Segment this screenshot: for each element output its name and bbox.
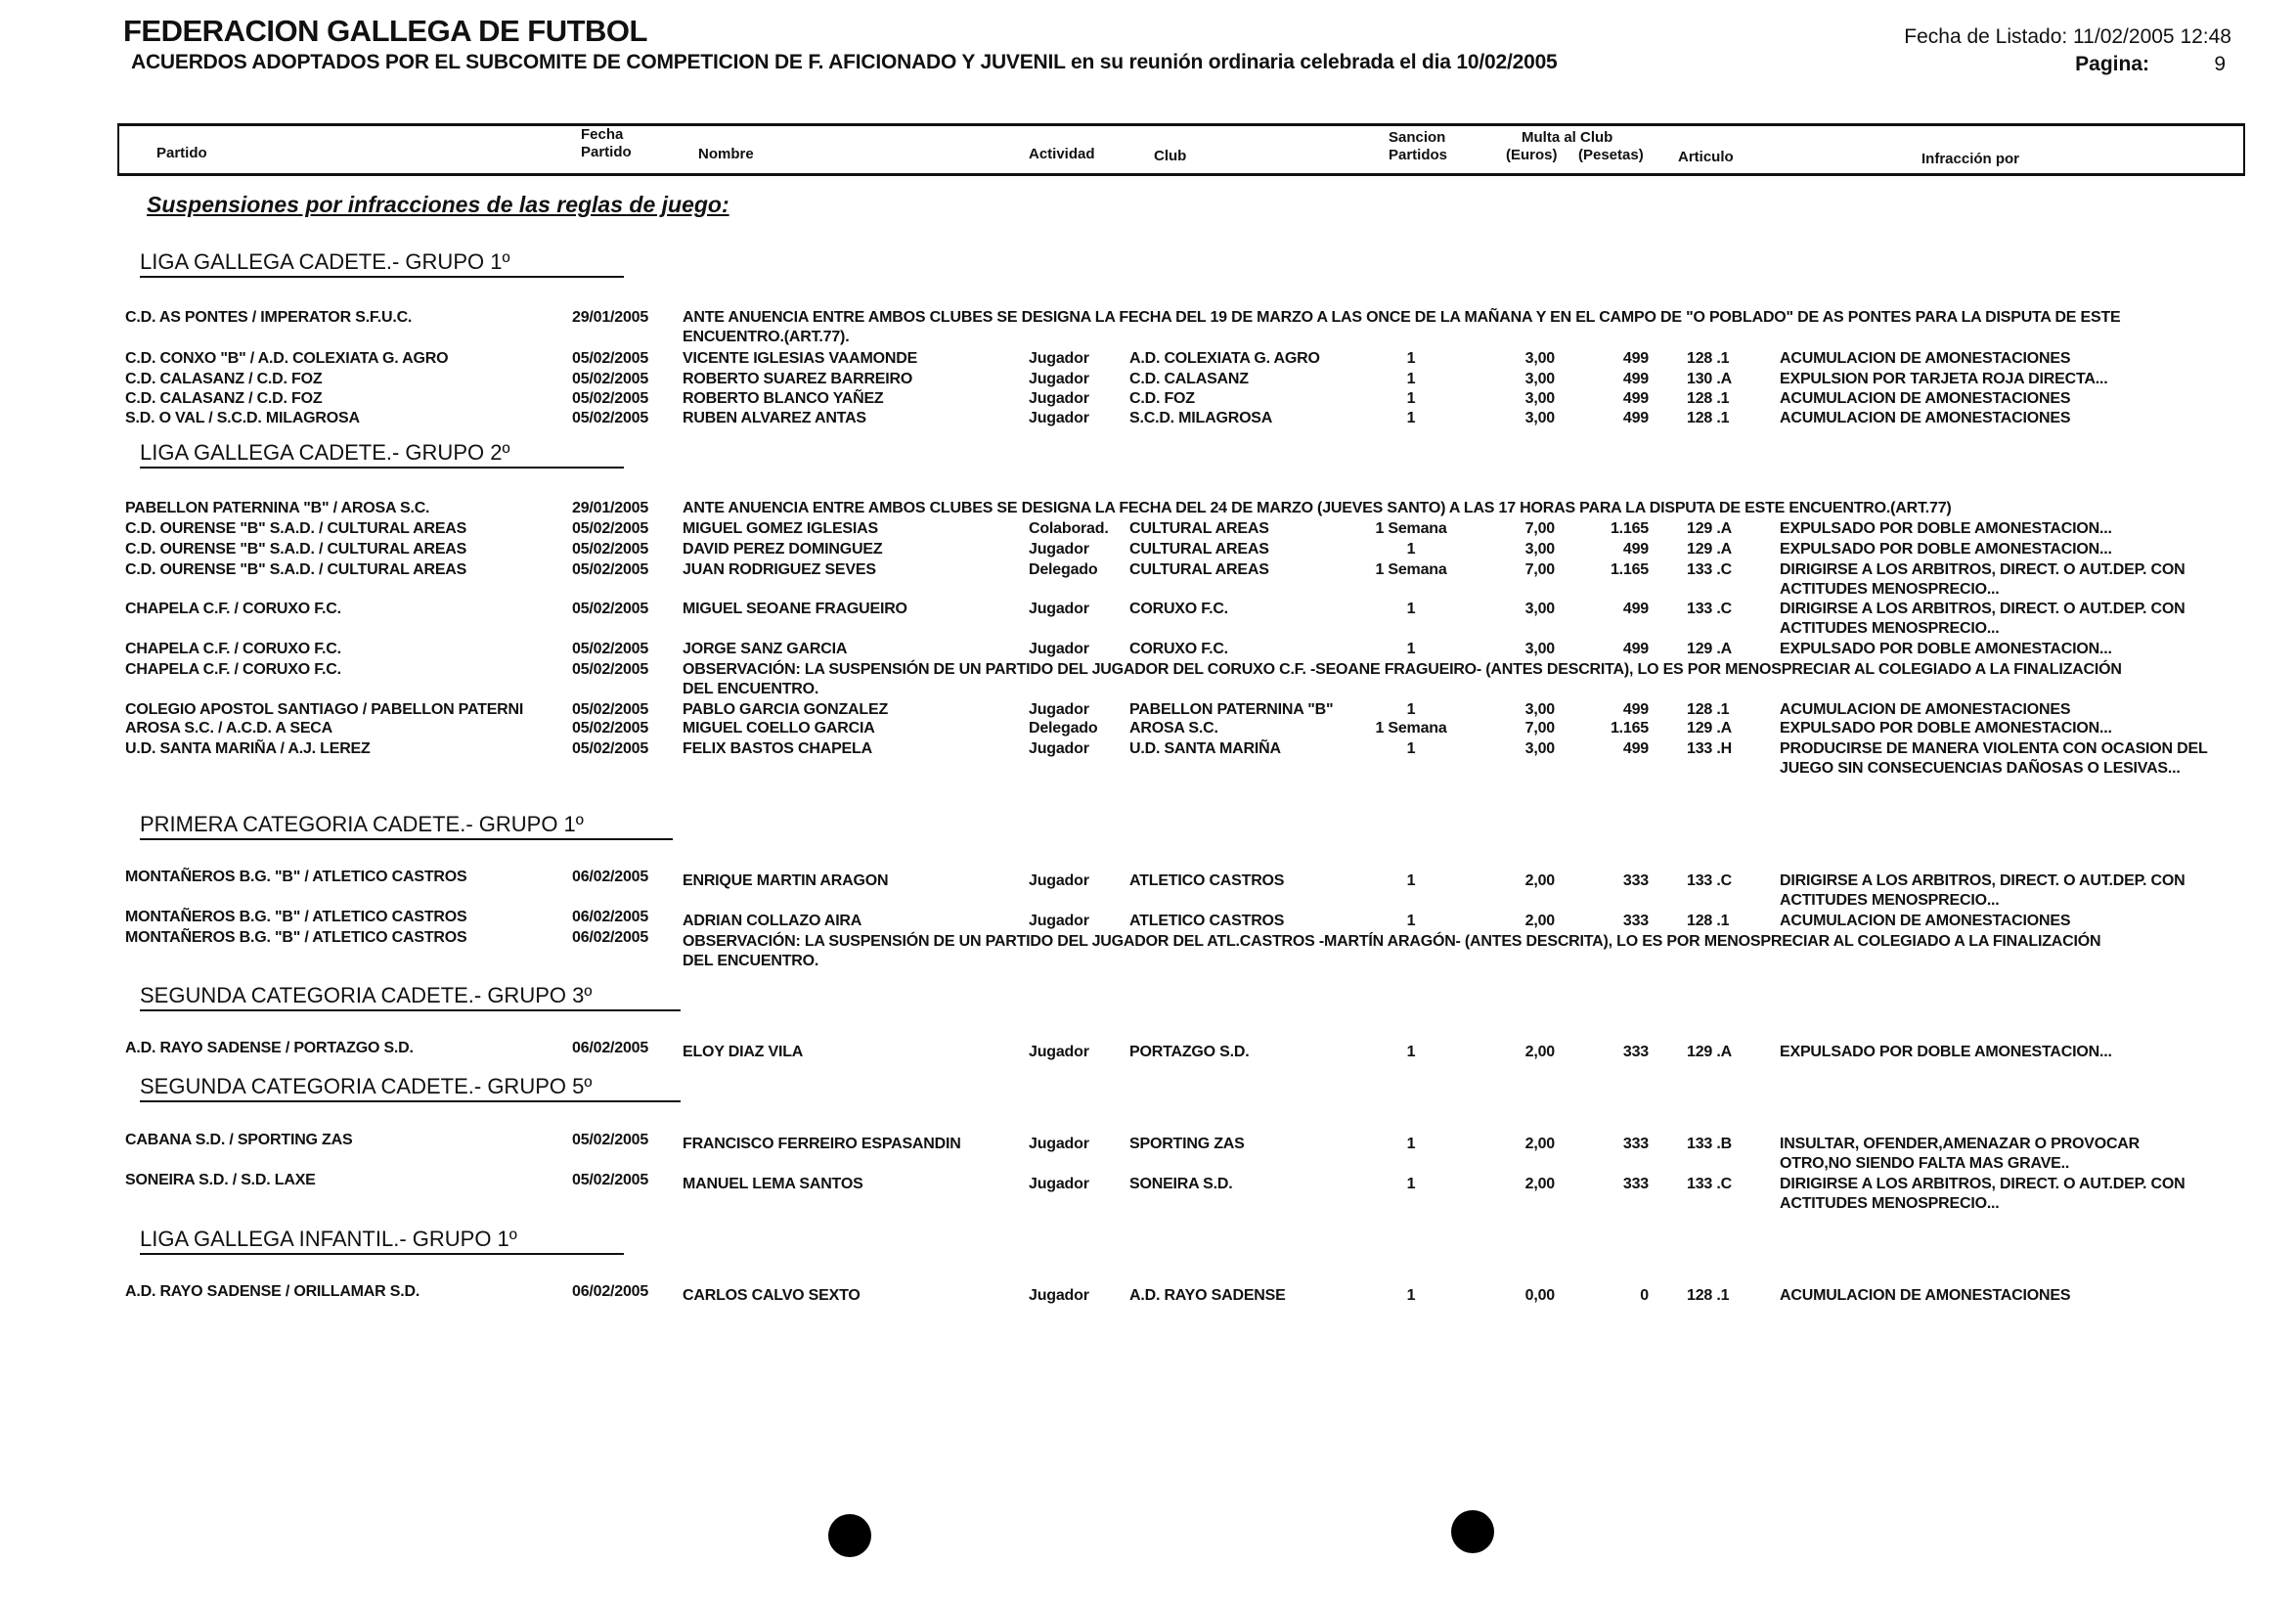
page-label: Pagina: bbox=[2075, 53, 2149, 75]
infraction: ACUMULACION DE AMONESTACIONES bbox=[1780, 410, 2071, 426]
role: Delegado bbox=[1029, 561, 1098, 578]
article: 128 .1 bbox=[1687, 1287, 1730, 1304]
role: Jugador bbox=[1029, 701, 1089, 718]
match: CHAPELA C.F. / CORUXO F.C. bbox=[125, 641, 341, 657]
match-date: 05/02/2005 bbox=[572, 601, 649, 617]
role: Jugador bbox=[1029, 913, 1089, 929]
match-date: 05/02/2005 bbox=[572, 350, 649, 367]
club: CULTURAL AREAS bbox=[1129, 520, 1269, 537]
fine-euros: 2,00 bbox=[1524, 1176, 1555, 1192]
article: 129 .A bbox=[1687, 1044, 1732, 1060]
infraction: EXPULSADO POR DOBLE AMONESTACION... bbox=[1780, 1044, 2112, 1060]
suspension: 1 bbox=[1406, 913, 1416, 929]
article: 133 .H bbox=[1687, 740, 1732, 757]
observation: ANTE ANUENCIA ENTRE AMBOS CLUBES SE DESIGNA LA FECHA DEL 19 DE MARZO A LAS ONCE DE LA MAÑANA Y EN EL CAMPO DE "O POBLADO" DE AS PONTES PARA LA DISPUTA DE ESTE ENCUENTRO.(ART.77). bbox=[683, 309, 2121, 345]
person-name: FELIX BASTOS CHAPELA bbox=[683, 740, 872, 757]
fine-euros: 7,00 bbox=[1524, 520, 1555, 537]
col-actividad: Actividad bbox=[1029, 146, 1095, 162]
infraction: ACUMULACION DE AMONESTACIONES bbox=[1780, 1287, 2071, 1304]
club: U.D. SANTA MARIÑA bbox=[1129, 740, 1281, 757]
person-name: ADRIAN COLLAZO AIRA bbox=[683, 913, 862, 929]
infraction: EXPULSADO POR DOBLE AMONESTACION... bbox=[1780, 520, 2112, 537]
match: C.D. CALASANZ / C.D. FOZ bbox=[125, 371, 323, 387]
article: 129 .A bbox=[1687, 720, 1732, 737]
suspension: 1 bbox=[1406, 371, 1416, 387]
article: 130 .A bbox=[1687, 371, 1732, 387]
suspension: 1 bbox=[1406, 390, 1416, 407]
fine-pesetas: 1.165 bbox=[1610, 720, 1649, 737]
infraction: EXPULSADO POR DOBLE AMONESTACION... bbox=[1780, 541, 2112, 558]
match: COLEGIO APOSTOL SANTIAGO / PABELLON PATERNI bbox=[125, 701, 524, 718]
infraction: PRODUCIRSE DE MANERA VIOLENTA CON OCASION DEL JUEGO SIN CONSECUENCIAS DAÑOSAS O LESIVAS... bbox=[1780, 740, 2208, 777]
match-date: 05/02/2005 bbox=[572, 520, 649, 537]
column-header-box bbox=[117, 123, 2245, 176]
person-name: MIGUEL GOMEZ IGLESIAS bbox=[683, 520, 878, 537]
fine-euros: 3,00 bbox=[1524, 701, 1555, 718]
suspension: 1 bbox=[1406, 872, 1416, 889]
match: C.D. OURENSE "B" S.A.D. / CULTURAL AREAS bbox=[125, 541, 467, 558]
article: 128 .1 bbox=[1687, 390, 1730, 407]
person-name: ELOY DIAZ VILA bbox=[683, 1044, 804, 1060]
observation: OBSERVACIÓN: LA SUSPENSIÓN DE UN PARTIDO DEL JUGADOR DEL CORUXO C.F. -SEOANE FRAGUEIRO- (ANTES DESCRITA), LO ES POR MENOSPRECIAR AL COLEGIADO A LA FINALIZACIÓN DEL ENCUENTRO. bbox=[683, 661, 2122, 697]
club: S.C.D. MILAGROSA bbox=[1129, 410, 1273, 426]
person-name: ROBERTO SUAREZ BARREIRO bbox=[683, 371, 913, 387]
role: Jugador bbox=[1029, 1176, 1089, 1192]
fine-euros: 3,00 bbox=[1524, 641, 1555, 657]
role: Jugador bbox=[1029, 1287, 1089, 1304]
club: CULTURAL AREAS bbox=[1129, 541, 1269, 558]
fine-euros: 3,00 bbox=[1524, 390, 1555, 407]
suspension: 1 bbox=[1406, 701, 1416, 718]
infraction: ACUMULACION DE AMONESTACIONES bbox=[1780, 913, 2071, 929]
role: Jugador bbox=[1029, 872, 1089, 889]
infraction: ACUMULACION DE AMONESTACIONES bbox=[1780, 350, 2071, 367]
article: 133 .B bbox=[1687, 1136, 1732, 1152]
match-date: 06/02/2005 bbox=[572, 1283, 649, 1300]
match-date: 29/01/2005 bbox=[572, 309, 649, 326]
article: 129 .A bbox=[1687, 520, 1732, 537]
suspension: 1 bbox=[1406, 1044, 1416, 1060]
suspension: 1 Semana bbox=[1375, 561, 1447, 578]
fine-pesetas: 499 bbox=[1622, 371, 1649, 387]
infraction: EXPULSION POR TARJETA ROJA DIRECTA... bbox=[1780, 371, 2108, 387]
fine-euros: 0,00 bbox=[1524, 1287, 1555, 1304]
infraction: DIRIGIRSE A LOS ARBITROS, DIRECT. O AUT.DEP. CON ACTITUDES MENOSPRECIO... bbox=[1780, 601, 2186, 637]
match: AROSA S.C. / A.C.D. A SECA bbox=[125, 720, 333, 737]
page-number: 9 bbox=[2214, 53, 2226, 75]
article: 133 .C bbox=[1687, 872, 1732, 889]
article: 128 .1 bbox=[1687, 410, 1730, 426]
document-title: FEDERACION GALLEGA DE FUTBOL bbox=[123, 14, 647, 48]
fine-euros: 2,00 bbox=[1524, 1044, 1555, 1060]
fine-pesetas: 333 bbox=[1622, 1044, 1649, 1060]
suspension: 1 bbox=[1406, 641, 1416, 657]
match-date: 05/02/2005 bbox=[572, 1172, 649, 1188]
fine-pesetas: 333 bbox=[1622, 1136, 1649, 1152]
role: Jugador bbox=[1029, 350, 1089, 367]
col-articulo: Articulo bbox=[1678, 149, 1734, 165]
fine-pesetas: 499 bbox=[1622, 390, 1649, 407]
document-subtitle: ACUERDOS ADOPTADOS POR EL SUBCOMITE DE COMPETICION DE F. AFICIONADO Y JUVENIL en su reunión ordinaria celebrada el dia 10/02/2005 bbox=[131, 51, 1558, 73]
group-title: SEGUNDA CATEGORIA CADETE.- GRUPO 3º bbox=[140, 983, 681, 1011]
match: C.D. OURENSE "B" S.A.D. / CULTURAL AREAS bbox=[125, 520, 467, 537]
article: 133 .C bbox=[1687, 561, 1732, 578]
infraction: ACUMULACION DE AMONESTACIONES bbox=[1780, 701, 2071, 718]
article: 128 .1 bbox=[1687, 701, 1730, 718]
fine-euros: 3,00 bbox=[1524, 601, 1555, 617]
match-date: 05/02/2005 bbox=[572, 390, 649, 407]
infraction: EXPULSADO POR DOBLE AMONESTACION... bbox=[1780, 720, 2112, 737]
fine-pesetas: 499 bbox=[1622, 410, 1649, 426]
match: C.D. AS PONTES / IMPERATOR S.F.U.C. bbox=[125, 309, 413, 326]
article: 129 .A bbox=[1687, 541, 1732, 558]
person-name: RUBEN ALVAREZ ANTAS bbox=[683, 410, 866, 426]
fine-euros: 2,00 bbox=[1524, 872, 1555, 889]
infraction: EXPULSADO POR DOBLE AMONESTACION... bbox=[1780, 641, 2112, 657]
club: PORTAZGO S.D. bbox=[1129, 1044, 1250, 1060]
fine-euros: 3,00 bbox=[1524, 541, 1555, 558]
punch-hole bbox=[1451, 1510, 1494, 1553]
person-name: CARLOS CALVO SEXTO bbox=[683, 1287, 861, 1304]
role: Jugador bbox=[1029, 641, 1089, 657]
match-date: 06/02/2005 bbox=[572, 1040, 649, 1056]
club: SONEIRA S.D. bbox=[1129, 1176, 1233, 1192]
role: Jugador bbox=[1029, 1136, 1089, 1152]
role: Delegado bbox=[1029, 720, 1098, 737]
suspension: 1 bbox=[1406, 1287, 1416, 1304]
match-date: 05/02/2005 bbox=[572, 661, 649, 678]
section-heading: Suspensiones por infracciones de las reglas de juego: bbox=[147, 192, 729, 217]
fine-pesetas: 0 bbox=[1640, 1287, 1649, 1304]
club: C.D. FOZ bbox=[1129, 390, 1195, 407]
fine-pesetas: 333 bbox=[1622, 872, 1649, 889]
group-title: LIGA GALLEGA CADETE.- GRUPO 2º bbox=[140, 440, 624, 469]
article: 128 .1 bbox=[1687, 913, 1730, 929]
suspension: 1 Semana bbox=[1375, 520, 1447, 537]
fine-pesetas: 333 bbox=[1622, 1176, 1649, 1192]
infraction: DIRIGIRSE A LOS ARBITROS, DIRECT. O AUT.DEP. CON ACTITUDES MENOSPRECIO... bbox=[1780, 1176, 2186, 1212]
punch-hole bbox=[828, 1514, 871, 1557]
fine-pesetas: 1.165 bbox=[1610, 520, 1649, 537]
group-title: PRIMERA CATEGORIA CADETE.- GRUPO 1º bbox=[140, 812, 673, 840]
match: U.D. SANTA MARIÑA / A.J. LEREZ bbox=[125, 740, 371, 757]
fine-pesetas: 499 bbox=[1622, 601, 1649, 617]
infraction: INSULTAR, OFENDER,AMENAZAR O PROVOCAR OTRO,NO SIENDO FALTA MAS GRAVE.. bbox=[1780, 1136, 2141, 1172]
person-name: MIGUEL SEOANE FRAGUEIRO bbox=[683, 601, 907, 617]
club: SPORTING ZAS bbox=[1129, 1136, 1245, 1152]
fine-pesetas: 499 bbox=[1622, 740, 1649, 757]
person-name: VICENTE IGLESIAS VAAMONDE bbox=[683, 350, 918, 367]
fine-euros: 3,00 bbox=[1524, 740, 1555, 757]
suspension: 1 bbox=[1406, 1136, 1416, 1152]
article: 129 .A bbox=[1687, 641, 1732, 657]
col-multa: Multa al Club bbox=[1522, 129, 1613, 146]
match: PABELLON PATERNINA "B" / AROSA S.C. bbox=[125, 500, 430, 516]
fine-euros: 3,00 bbox=[1524, 350, 1555, 367]
role: Jugador bbox=[1029, 390, 1089, 407]
person-name: PABLO GARCIA GONZALEZ bbox=[683, 701, 889, 718]
article: 133 .C bbox=[1687, 601, 1732, 617]
match: A.D. RAYO SADENSE / ORILLAMAR S.D. bbox=[125, 1283, 420, 1300]
col-fecha-1: Fecha bbox=[581, 126, 624, 143]
group-title: SEGUNDA CATEGORIA CADETE.- GRUPO 5º bbox=[140, 1074, 681, 1102]
club: ATLETICO CASTROS bbox=[1129, 913, 1285, 929]
fine-euros: 2,00 bbox=[1524, 1136, 1555, 1152]
club: ATLETICO CASTROS bbox=[1129, 872, 1285, 889]
role: Colaborad. bbox=[1029, 520, 1109, 537]
fine-euros: 2,00 bbox=[1524, 913, 1555, 929]
match-date: 05/02/2005 bbox=[572, 371, 649, 387]
match-date: 05/02/2005 bbox=[572, 720, 649, 737]
match: C.D. OURENSE "B" S.A.D. / CULTURAL AREAS bbox=[125, 561, 467, 578]
match-date: 29/01/2005 bbox=[572, 500, 649, 516]
fine-euros: 3,00 bbox=[1524, 410, 1555, 426]
match: MONTAÑEROS B.G. "B" / ATLETICO CASTROS bbox=[125, 869, 467, 885]
fine-pesetas: 499 bbox=[1622, 350, 1649, 367]
observation: OBSERVACIÓN: LA SUSPENSIÓN DE UN PARTIDO DEL JUGADOR DEL ATL.CASTROS -MARTÍN ARAGÓN- (ANTES DESCRITA), LO ES POR MENOSPRECIAR AL COLEGIADO A LA FINALIZACIÓN DEL ENCUENTRO. bbox=[683, 933, 2101, 969]
match-date: 06/02/2005 bbox=[572, 869, 649, 885]
club: C.D. CALASANZ bbox=[1129, 371, 1249, 387]
match: CHAPELA C.F. / CORUXO F.C. bbox=[125, 661, 341, 678]
match: A.D. RAYO SADENSE / PORTAZGO S.D. bbox=[125, 1040, 414, 1056]
article: 133 .C bbox=[1687, 1176, 1732, 1192]
col-euros: (Euros) bbox=[1506, 147, 1558, 163]
col-club: Club bbox=[1154, 148, 1187, 164]
person-name: DAVID PEREZ DOMINGUEZ bbox=[683, 541, 883, 558]
listing-date: Fecha de Listado: 11/02/2005 12:48 bbox=[1904, 25, 2231, 48]
match-date: 05/02/2005 bbox=[572, 701, 649, 718]
group-title: LIGA GALLEGA INFANTIL.- GRUPO 1º bbox=[140, 1227, 624, 1255]
match-date: 05/02/2005 bbox=[572, 541, 649, 558]
match-date: 05/02/2005 bbox=[572, 410, 649, 426]
match-date: 05/02/2005 bbox=[572, 641, 649, 657]
article: 128 .1 bbox=[1687, 350, 1730, 367]
role: Jugador bbox=[1029, 371, 1089, 387]
match: CHAPELA C.F. / CORUXO F.C. bbox=[125, 601, 341, 617]
club: CORUXO F.C. bbox=[1129, 601, 1228, 617]
suspension: 1 bbox=[1406, 410, 1416, 426]
fine-pesetas: 1.165 bbox=[1610, 561, 1649, 578]
infraction: ACUMULACION DE AMONESTACIONES bbox=[1780, 390, 2071, 407]
suspension: 1 Semana bbox=[1375, 720, 1447, 737]
club: PABELLON PATERNINA "B" bbox=[1129, 701, 1334, 718]
person-name: MIGUEL COELLO GARCIA bbox=[683, 720, 875, 737]
person-name: JUAN RODRIGUEZ SEVES bbox=[683, 561, 876, 578]
role: Jugador bbox=[1029, 541, 1089, 558]
suspension: 1 bbox=[1406, 740, 1416, 757]
match: SONEIRA S.D. / S.D. LAXE bbox=[125, 1172, 316, 1188]
role: Jugador bbox=[1029, 601, 1089, 617]
fine-euros: 7,00 bbox=[1524, 720, 1555, 737]
col-partido: Partido bbox=[156, 145, 207, 161]
person-name: ROBERTO BLANCO YAÑEZ bbox=[683, 390, 884, 407]
fine-pesetas: 499 bbox=[1622, 641, 1649, 657]
club: CULTURAL AREAS bbox=[1129, 561, 1269, 578]
club: A.D. COLEXIATA G. AGRO bbox=[1129, 350, 1320, 367]
col-sancion-2: Partidos bbox=[1389, 147, 1448, 163]
match: S.D. O VAL / S.C.D. MILAGROSA bbox=[125, 410, 360, 426]
observation: ANTE ANUENCIA ENTRE AMBOS CLUBES SE DESIGNA LA FECHA DEL 24 DE MARZO (JUEVES SANTO) A LAS 17 HORAS PARA LA DISPUTA DE ESTE ENCUENTRO.(ART.77) bbox=[683, 500, 1952, 516]
match: CABANA S.D. / SPORTING ZAS bbox=[125, 1132, 353, 1148]
suspension: 1 bbox=[1406, 541, 1416, 558]
col-pesetas: (Pesetas) bbox=[1578, 147, 1644, 163]
role: Jugador bbox=[1029, 1044, 1089, 1060]
match-date: 06/02/2005 bbox=[572, 909, 649, 925]
person-name: MANUEL LEMA SANTOS bbox=[683, 1176, 863, 1192]
match-date: 05/02/2005 bbox=[572, 740, 649, 757]
fine-pesetas: 499 bbox=[1622, 701, 1649, 718]
club: A.D. RAYO SADENSE bbox=[1129, 1287, 1286, 1304]
role: Jugador bbox=[1029, 740, 1089, 757]
fine-pesetas: 333 bbox=[1622, 913, 1649, 929]
match: C.D. CALASANZ / C.D. FOZ bbox=[125, 390, 323, 407]
match: MONTAÑEROS B.G. "B" / ATLETICO CASTROS bbox=[125, 929, 467, 946]
col-infraccion: Infracción por bbox=[1921, 151, 2020, 167]
club: CORUXO F.C. bbox=[1129, 641, 1228, 657]
person-name: FRANCISCO FERREIRO ESPASANDIN bbox=[683, 1136, 961, 1152]
col-sancion-1: Sancion bbox=[1389, 129, 1446, 146]
match-date: 06/02/2005 bbox=[572, 929, 649, 946]
fine-euros: 3,00 bbox=[1524, 371, 1555, 387]
group-title: LIGA GALLEGA CADETE.- GRUPO 1º bbox=[140, 249, 624, 278]
person-name: ENRIQUE MARTIN ARAGON bbox=[683, 872, 889, 889]
col-fecha-2: Partido bbox=[581, 144, 632, 160]
club: AROSA S.C. bbox=[1129, 720, 1218, 737]
fine-pesetas: 499 bbox=[1622, 541, 1649, 558]
suspension: 1 bbox=[1406, 350, 1416, 367]
match: MONTAÑEROS B.G. "B" / ATLETICO CASTROS bbox=[125, 909, 467, 925]
fine-euros: 7,00 bbox=[1524, 561, 1555, 578]
suspension: 1 bbox=[1406, 601, 1416, 617]
role: Jugador bbox=[1029, 410, 1089, 426]
infraction: DIRIGIRSE A LOS ARBITROS, DIRECT. O AUT.DEP. CON ACTITUDES MENOSPRECIO... bbox=[1780, 561, 2186, 598]
person-name: JORGE SANZ GARCIA bbox=[683, 641, 848, 657]
col-nombre: Nombre bbox=[698, 146, 754, 162]
match: C.D. CONXO "B" / A.D. COLEXIATA G. AGRO bbox=[125, 350, 449, 367]
match-date: 05/02/2005 bbox=[572, 1132, 649, 1148]
match-date: 05/02/2005 bbox=[572, 561, 649, 578]
suspension: 1 bbox=[1406, 1176, 1416, 1192]
infraction: DIRIGIRSE A LOS ARBITROS, DIRECT. O AUT.DEP. CON ACTITUDES MENOSPRECIO... bbox=[1780, 872, 2186, 909]
